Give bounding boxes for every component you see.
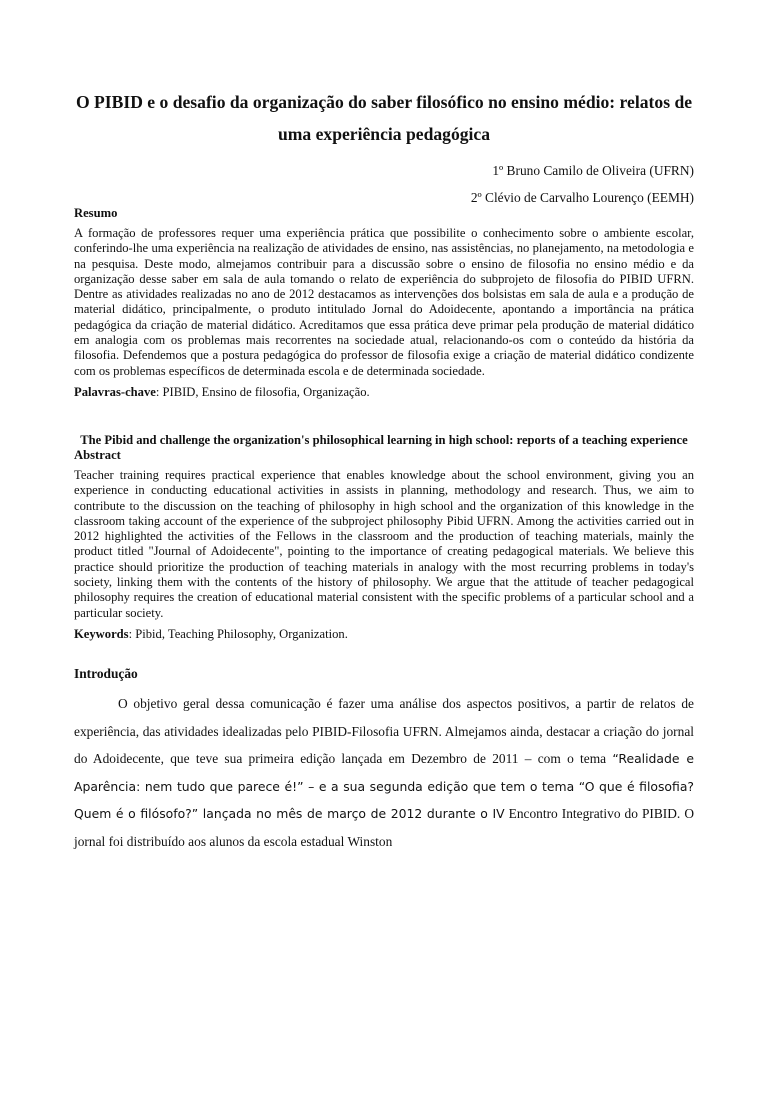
author-1: 1º Bruno Camilo de Oliveira (UFRN) <box>492 163 694 178</box>
abstract-heading: Abstract <box>74 447 121 462</box>
keywords-label: Keywords <box>74 626 129 641</box>
resumo-text: A formação de professores requer uma experiência prática que possibilite o conhecimento sobre o ambiente escolar, conferindo-lhe uma experiência na realização de atividades de ensino, nas assistências, no planejamento, na metodologia e na pesquisa. Deste modo, almejamos contribuir para a discussão sobre o ensino de filosofia no ensino médio e da organização desse saber em sala de aula tomando o relato de experiência do subprojeto de filosofia do PIBID UFRN. Dentre as atividades realizadas no ano de 2012 destacamos as intervenções dos bolsistas em sala de aula e a produção de material didático, principalmente, o produto intitulado Jornal do Adoidecente, apontando a importância na prática pedagógica da criação de material didático. Acreditamos que essa prática deve primar pela produção de material didático em analogia com os problemas mais recorrentes na sociedade atual, relacionando-os com o conteúdo da história da filosofia. Defendemos que a postura pedagógica do professor de filosofia exige a criação de material didático condizente com os problemas específicos de determinada escola e de determinada sociedade. <box>74 226 694 378</box>
document-page <box>0 86 768 1110</box>
introducao-text-a: O objetivo geral dessa comunicação é fazer uma análise dos aspectos positivos, a partir de relatos de experiência, das atividades idealizadas pelo PIBID-Filosofia UFRN. Almejamos ainda, destacar a criação do jornal do Adoidecente, que teve sua primeira edição lançada em Dezembro de 2011 – com o tema <box>74 695 694 767</box>
resumo-heading: Resumo <box>74 206 118 220</box>
english-title: The Pibid and challenge the organization's philosophical learning in high school: reports of a teaching experience <box>80 432 688 447</box>
introducao-text-c: Encontro Integrativo do PIBID. O jornal foi distribuído aos alunos da escola estadual Winston <box>74 806 694 849</box>
introducao-text-b: “Realidade e Aparência: nem tudo que parece é!” – e a sua segunda edição que tem o tema “O que é filosofia? Quem é o filósofo?” lançada no mês de março de 2012 durante o IV <box>74 751 694 822</box>
author-2: 2º Clévio de Carvalho Lourenço (EEMH) <box>470 190 694 205</box>
abstract-text: Teacher training requires practical experience that enables knowledge about the school environment, giving you an experience in conducting educational activities in assists in planning, methodology and research. Thus, we aim to contribute to the discussion on the teaching of philosophy in high school and the organization of this knowledge in the classroom taking account of the experience of the subproject philosophy Pibid UFRN. Among the activities carried out in 2012 highlighted the activities of the Fellows in the classroom and the production of teaching materials, mainly the product titled "Journal of Adoidecente", pointing to the importance of creating pedagogical materials. We believe this practice should prioritize the production of teaching materials in analogy with the most recurring problems in today's society, linking them with the contents of the history of philosophy. We argue that the attitude of teacher pedagogical philosophy requires the creation of educational material consistent with the specific problems of a particular school and a particular society. <box>74 467 694 620</box>
paper-title: O PIBID e o desafio da organização do saber filosófico no ensino médio: relatos de uma experiência pedagógica <box>75 92 693 144</box>
keywords-values: : Pibid, Teaching Philosophy, Organization. <box>128 626 348 641</box>
introducao-paragraph <box>74 690 694 856</box>
introducao-heading: Introdução <box>74 665 138 681</box>
palavras-chave-label: Palavras-chave <box>74 384 156 399</box>
palavras-chave <box>74 385 694 400</box>
keywords <box>74 627 694 642</box>
palavras-chave-values: : PIBID, Ensino de filosofia, Organização. <box>155 384 370 399</box>
